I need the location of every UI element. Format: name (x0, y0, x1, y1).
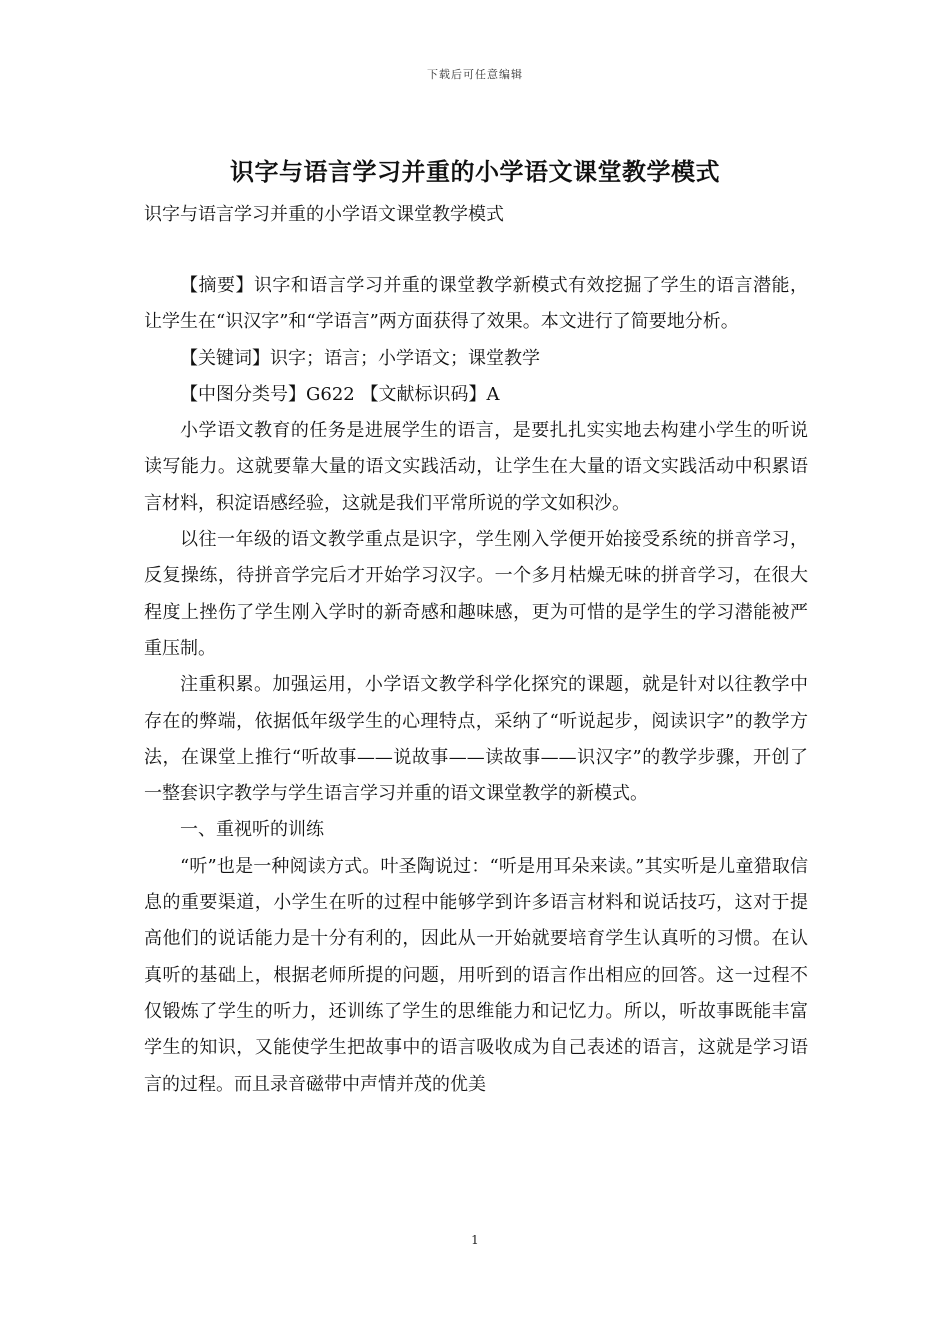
body-paragraph: 注重积累。加强运用，小学语文教学科学化探究的课题，就是针对以往教学中存在的弊端，依据低年级学生的心理特点，采纳了“听说起步，阅读识字”的教学方法，在课堂上推行“听故事——说故事——读故事——识汉字”的教学步骤，开创了一整套识字教学与学生语言学习并重的语文课堂教学的新模式。 (144, 674, 808, 805)
page-header-note: 下载后可任意编辑 (427, 68, 523, 81)
document-subtitle: 识字与语言学习并重的小学语文课堂教学模式 (144, 204, 504, 225)
body-paragraph: 小学语文教育的任务是进展学生的语言，是要扎扎实实地去构建小学生的听说读写能力。这就要靠大量的语文实践活动，让学生在大量的语文实践活动中积累语言材料，积淀语感经验，这就是我们平常所说的学文如积沙。 (144, 420, 808, 514)
classification-paragraph: 【中图分类号】G622 【文献标识码】A (180, 383, 500, 405)
body-paragraph: 以往一年级的语文教学重点是识字，学生刚入学便开始接受系统的拼音学习，反复操练，待拼音学完后才开始学习汉字。一个多月枯燥无味的拼音学习，在很大程度上挫伤了学生刚入学时的新奇感和趣味感，更为可惜的是学生的学习潜能被严重压制。 (144, 529, 808, 659)
document-body (144, 268, 808, 1103)
abstract-paragraph: 【摘要】识字和语言学习并重的课堂教学新模式有效挖掘了学生的语言潜能，让学生在“识汉字”和“学语言”两方面获得了效果。本文进行了简要地分析。 (144, 275, 808, 333)
page-number: 1 (471, 1233, 479, 1247)
keywords-paragraph: 【关键词】识字；语言；小学语文；课堂教学 (180, 347, 540, 369)
document-title: 识字与语言学习并重的小学语文课堂教学模式 (230, 158, 720, 186)
section-heading: 一、重视听的训练 (180, 819, 324, 841)
body-paragraph: “听”也是一种阅读方式。叶圣陶说过：“听是用耳朵来读。”其实听是儿童猎取信息的重要渠道，小学生在听的过程中能够学到许多语言材料和说话技巧，这对于提高他们的说话能力是十分有利的，因此从一开始就要培育学生认真听的习惯。在认真听的基础上，根据老师所提的问题，用听到的语言作出相应的回答。这一过程不仅锻炼了学生的听力，还训练了学生的思维能力和记忆力。所以，听故事既能丰富学生的知识，又能使学生把故事中的语言吸收成为自己表述的语言，这就是学习语言的过程。而且录音磁带中声情并茂的优美 (144, 855, 808, 1095)
